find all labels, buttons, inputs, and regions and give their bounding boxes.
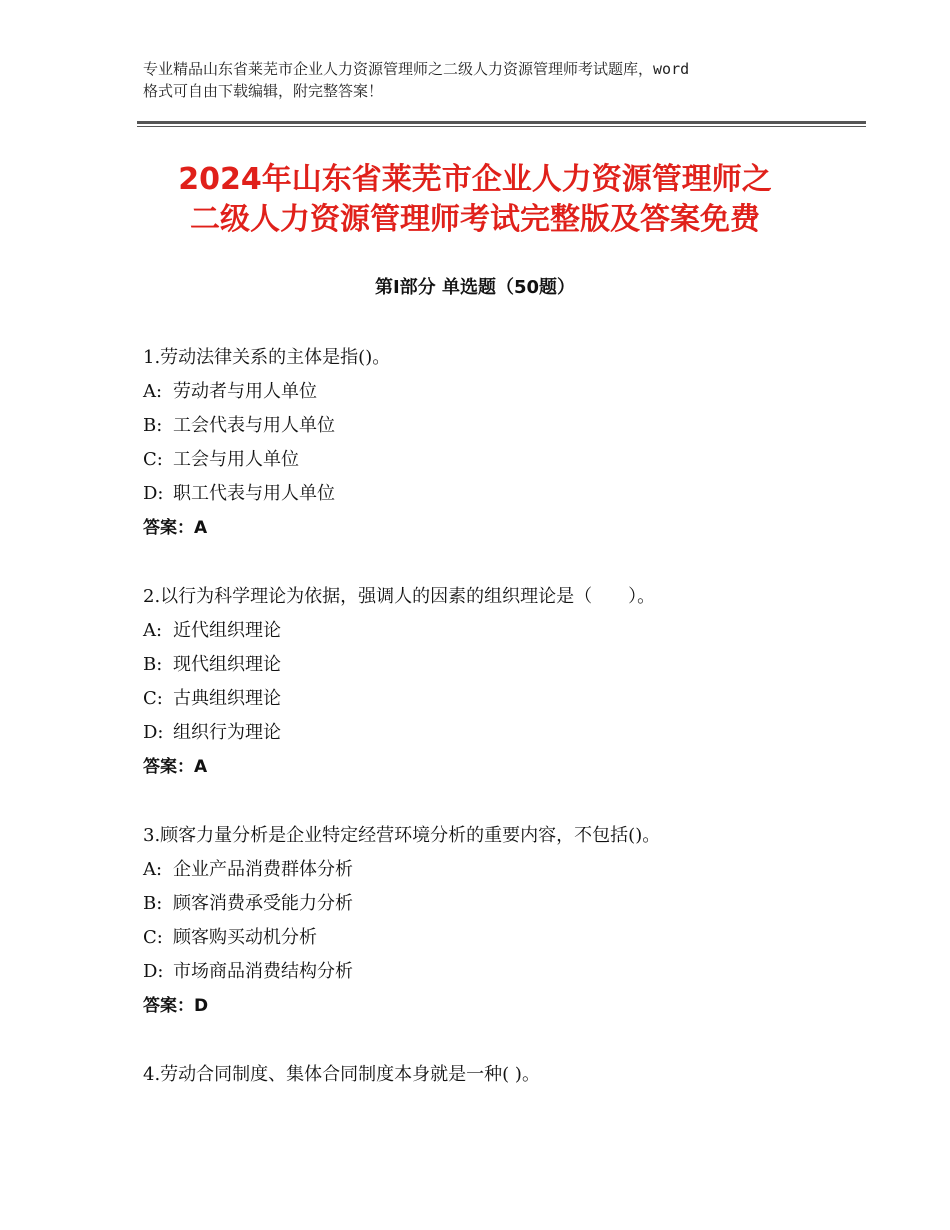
document-title-line-1: 2024年山东省莱芜市企业人力资源管理师之: [178, 162, 772, 197]
question-1: [143, 341, 863, 545]
option-a: [143, 375, 863, 409]
answer-label: 答案：A: [143, 757, 208, 777]
option-text: 顾客购买动机分析: [173, 927, 317, 948]
option-b: [143, 409, 863, 443]
option-key: D:: [143, 483, 164, 504]
header-note: [143, 58, 843, 102]
header-divider-thin: [137, 126, 866, 127]
option-c: [143, 682, 863, 716]
document-title: [0, 160, 950, 240]
option-d: [143, 477, 863, 511]
option-key: B:: [143, 893, 163, 914]
header-note-line-2: 格式可自由下载编辑，附完整答案！: [143, 82, 384, 100]
option-key: D:: [143, 722, 164, 743]
option-text: 市场商品消费结构分析: [173, 961, 353, 982]
option-text: 近代组织理论: [173, 620, 281, 641]
option-key: C:: [143, 449, 163, 470]
option-a: [143, 614, 863, 648]
option-key: A:: [143, 381, 163, 402]
option-text: 职工代表与用人单位: [173, 483, 335, 504]
option-b: [143, 887, 863, 921]
answer-label: 答案：D: [143, 996, 209, 1016]
option-text: 劳动者与用人单位: [173, 381, 317, 402]
answer-label: 答案：A: [143, 518, 208, 538]
question-4: [143, 1058, 863, 1092]
option-text: 工会与用人单位: [173, 449, 299, 470]
option-text: 组织行为理论: [173, 722, 281, 743]
question-3: [143, 819, 863, 1023]
option-text: 工会代表与用人单位: [173, 415, 335, 436]
option-key: C:: [143, 927, 163, 948]
header-divider-thick: [137, 121, 866, 124]
option-key: D:: [143, 961, 164, 982]
question-2: [143, 580, 863, 784]
option-key: B:: [143, 654, 163, 675]
option-c: [143, 443, 863, 477]
header-note-line-1: 专业精品山东省莱芜市企业人力资源管理师之二级人力资源管理师考试题库，word: [143, 60, 690, 78]
question-stem: 4.劳动合同制度、集体合同制度本身就是一种( )。: [143, 1064, 540, 1085]
section-heading: 第Ⅰ部分 单选题（50题）: [374, 277, 575, 298]
option-key: A:: [143, 859, 163, 880]
option-c: [143, 921, 863, 955]
option-key: A:: [143, 620, 163, 641]
option-a: [143, 853, 863, 887]
question-stem: 1.劳动法律关系的主体是指()。: [143, 347, 391, 368]
option-text: 顾客消费承受能力分析: [173, 893, 353, 914]
option-d: [143, 955, 863, 989]
option-key: C:: [143, 688, 163, 709]
option-text: 现代组织理论: [173, 654, 281, 675]
option-d: [143, 716, 863, 750]
question-stem: 3.顾客力量分析是企业特定经营环境分析的重要内容，不包括()。: [143, 825, 661, 846]
document-title-line-2: 二级人力资源管理师考试完整版及答案免费: [190, 202, 760, 237]
option-text: 企业产品消费群体分析: [173, 859, 353, 880]
option-text: 古典组织理论: [173, 688, 281, 709]
option-b: [143, 648, 863, 682]
question-stem: 2.以行为科学理论为依据，强调人的因素的组织理论是（ ）。: [143, 586, 656, 607]
option-key: B:: [143, 415, 163, 436]
